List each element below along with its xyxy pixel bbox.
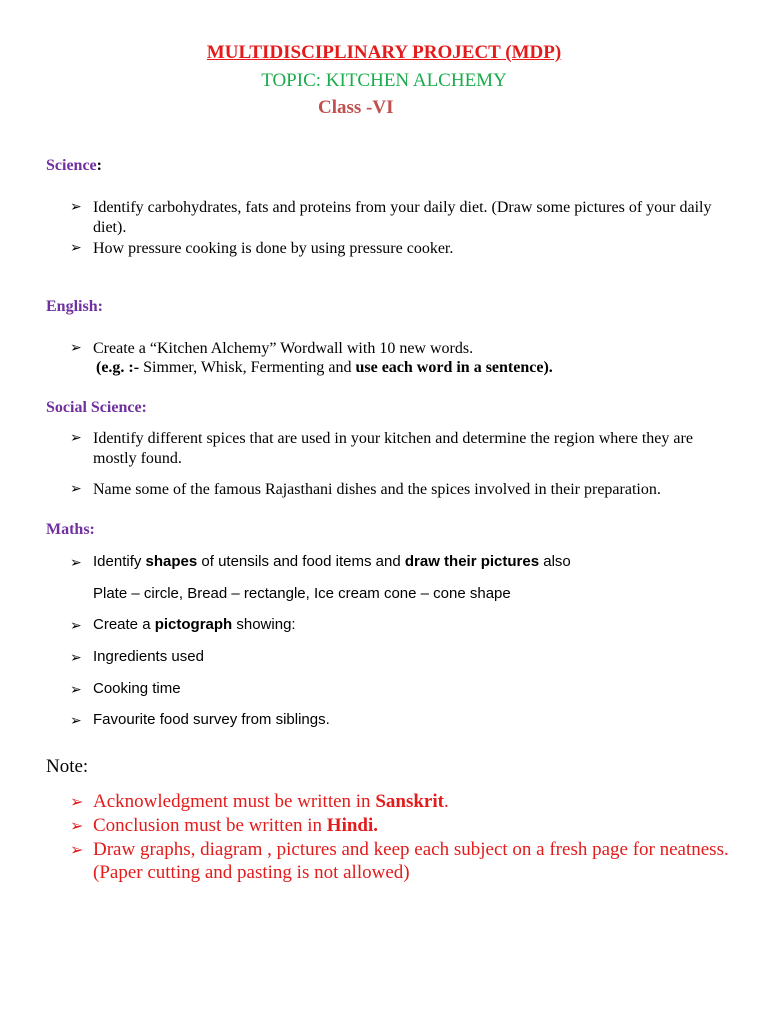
arrow-bullet-icon: ➢ bbox=[70, 712, 82, 728]
note-label: Note: bbox=[46, 756, 89, 777]
topic-title: TOPIC: KITCHEN ALCHEMY bbox=[261, 70, 507, 91]
arrow-bullet-icon: ➢ bbox=[70, 794, 84, 811]
class-label: Class -VI bbox=[318, 97, 394, 118]
maths-heading: Maths: bbox=[46, 521, 95, 538]
english-heading: English: bbox=[46, 298, 103, 315]
social-item-spices: ➢ Identify different spices that are used in your kitchen and determine the region where they are mostly found. bbox=[70, 430, 693, 467]
maths-item-pictograph: ➢ Create a pictograph showing: bbox=[70, 616, 296, 633]
arrow-bullet-icon: ➢ bbox=[70, 341, 82, 356]
social-science-heading: Social Science: bbox=[46, 399, 147, 416]
maths-item-shapes: ➢ Identify shapes of utensils and food items and draw their pictures also bbox=[70, 553, 571, 570]
maths-shape-examples: Plate – circle, Bread – rectangle, Ice cream cone – cone shape bbox=[93, 585, 511, 602]
arrow-bullet-icon: ➢ bbox=[70, 617, 82, 633]
note-item-draw: ➢ Draw graphs, diagram , pictures and keep each subject on a fresh page for neatness.(Paper cutting and pasting is not allowed) bbox=[70, 839, 729, 883]
social-item-rajasthani: ➢ Name some of the famous Rajasthani dishes and the spices involved in their preparation. bbox=[70, 481, 661, 498]
arrow-bullet-icon: ➢ bbox=[70, 200, 82, 215]
arrow-bullet-icon: ➢ bbox=[70, 842, 84, 859]
english-example: (e.g. :- Simmer, Whisk, Fermenting and use each word in a sentence). bbox=[96, 359, 553, 376]
maths-item-ingredients: ➢ Ingredients used bbox=[70, 648, 204, 665]
note-item-acknowledgment: ➢ Acknowledgment must be written in Sanskrit. bbox=[70, 791, 449, 812]
science-item-diet: ➢ Identify carbohydrates, fats and proteins from your daily diet. (Draw some pictures of your daily diet). bbox=[70, 199, 712, 236]
english-item-wordwall: ➢ Create a “Kitchen Alchemy” Wordwall with 10 new words. bbox=[70, 340, 474, 357]
science-item-pressure: ➢ How pressure cooking is done by using pressure cooker. bbox=[70, 240, 454, 257]
maths-item-cooking-time: ➢ Cooking time bbox=[70, 680, 181, 697]
note-item-conclusion: ➢ Conclusion must be written in Hindi. bbox=[70, 815, 379, 836]
arrow-bullet-icon: ➢ bbox=[70, 649, 82, 665]
science-heading: Science: bbox=[46, 157, 102, 174]
arrow-bullet-icon: ➢ bbox=[70, 241, 82, 256]
project-title: MULTIDISCIPLINARY PROJECT (MDP) bbox=[206, 42, 562, 63]
arrow-bullet-icon: ➢ bbox=[70, 554, 82, 570]
arrow-bullet-icon: ➢ bbox=[70, 482, 82, 497]
maths-item-survey: ➢ Favourite food survey from siblings. bbox=[70, 711, 330, 728]
arrow-bullet-icon: ➢ bbox=[70, 681, 82, 697]
arrow-bullet-icon: ➢ bbox=[70, 818, 84, 835]
arrow-bullet-icon: ➢ bbox=[70, 431, 82, 446]
